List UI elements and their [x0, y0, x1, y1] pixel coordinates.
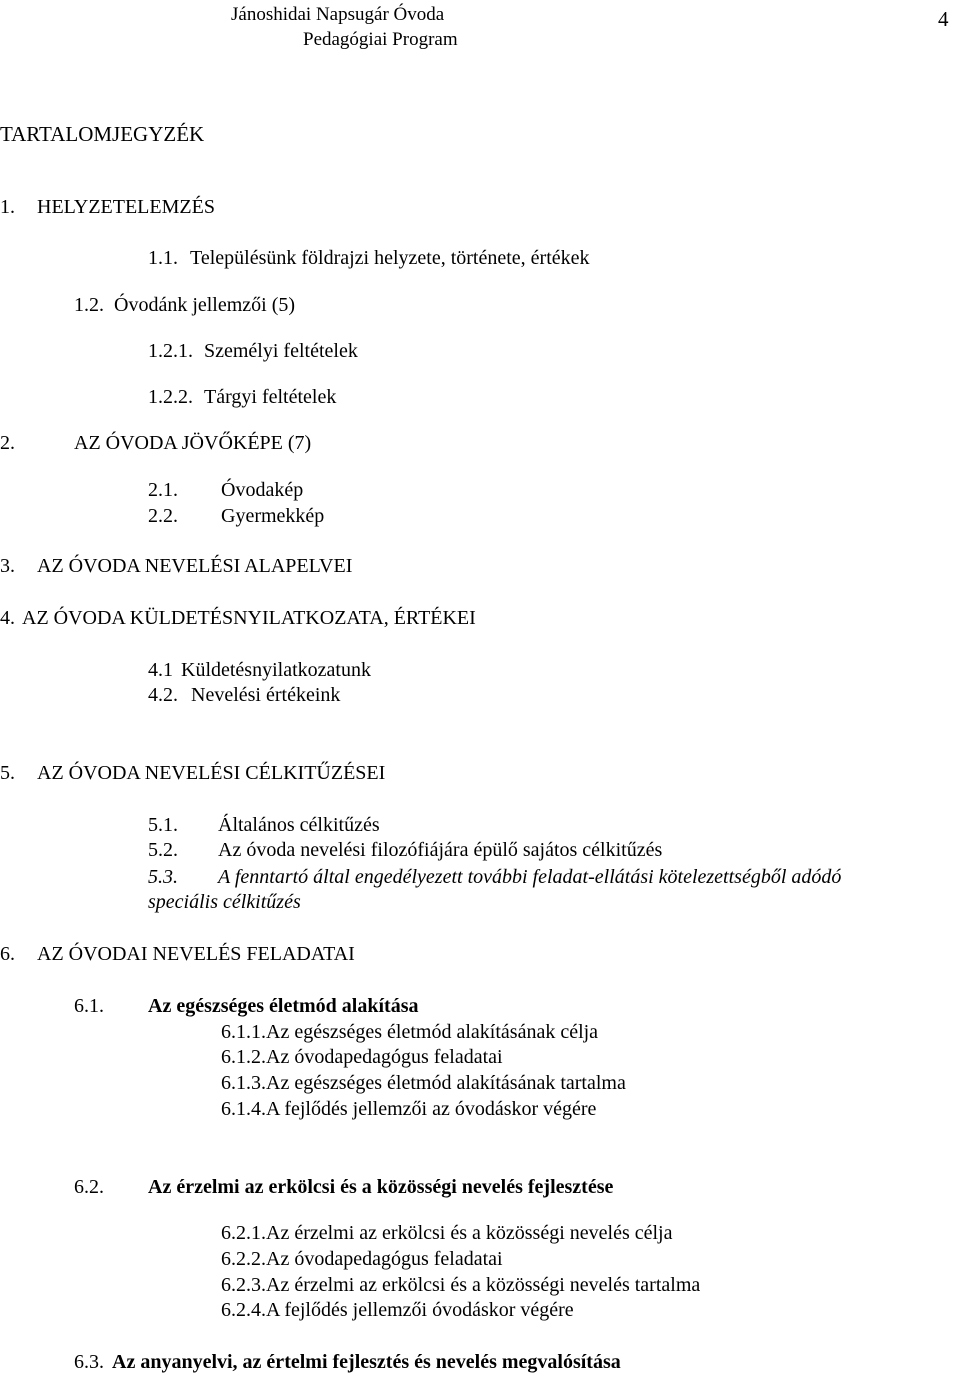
toc-entry-number: 3.	[0, 555, 15, 577]
toc-entry-text: Óvodakép	[221, 479, 304, 501]
page-number: 4	[938, 7, 949, 31]
toc-entry	[221, 1045, 503, 1069]
toc-entry-text: Gyermekkép	[221, 505, 325, 527]
toc-entry-number: 5.	[0, 762, 15, 784]
toc-entry-text: Az érzelmi az erkölcsi és a közösségi nevelés célja	[266, 1222, 673, 1244]
toc-entry	[221, 1071, 626, 1095]
toc-entry	[0, 554, 352, 578]
toc-entry-number: 2.1.	[148, 479, 178, 501]
toc-entry	[74, 994, 419, 1018]
toc-entry	[148, 246, 590, 270]
header-line-2: Pedagógiai Program	[303, 29, 458, 50]
toc-entry	[221, 1020, 598, 1044]
toc-entry-number: 6.1.2.	[221, 1046, 266, 1068]
toc-entry-number: 6.2.2.	[221, 1248, 266, 1270]
toc-entry-text: Az egészséges életmód alakítása	[148, 995, 419, 1017]
toc-entry-number: 6.1.1.	[221, 1021, 266, 1043]
toc-entry-number: 1.	[0, 196, 15, 218]
toc-entry-number: 6.2.	[74, 1176, 104, 1198]
toc-entry-text: Az óvodapedagógus feladatai	[266, 1046, 503, 1068]
toc-entry-text: A fejlődés jellemzői óvodáskor végére	[266, 1299, 574, 1321]
toc-entry-text: HELYZETELEMZÉS	[37, 196, 215, 218]
toc-entry	[221, 1097, 596, 1121]
toc-entry	[221, 1247, 503, 1271]
toc-entry-continuation	[148, 890, 301, 914]
toc-entry-number: 5.2.	[148, 839, 178, 861]
toc-entry	[221, 1221, 672, 1245]
toc-entry-number: 6.3.	[74, 1351, 104, 1373]
toc-entry	[148, 683, 340, 707]
toc-entry	[148, 478, 303, 502]
toc-entry	[74, 1175, 613, 1199]
toc-entry-text: Az egészséges életmód alakításának tartalma	[266, 1072, 626, 1094]
toc-entry	[221, 1273, 700, 1297]
toc-entry	[74, 1350, 621, 1374]
toc-entry	[148, 813, 380, 837]
toc-entry-text: Óvodánk jellemzői (5)	[114, 294, 296, 316]
toc-entry-text: Az érzelmi az erkölcsi és a közösségi nevelés fejlesztése	[148, 1176, 614, 1198]
toc-entry-text: Általános célkitűzés	[218, 814, 380, 836]
toc-entry	[148, 504, 324, 528]
toc-entry-text: Személyi feltételek	[204, 340, 358, 362]
toc-entry	[221, 1298, 574, 1322]
toc-entry	[148, 385, 336, 409]
toc-entry	[148, 865, 841, 889]
toc-entry-text: AZ ÓVODA KÜLDETÉSNYILATKOZATA, ÉRTÉKEI	[22, 607, 476, 629]
toc-entry-text: Nevelési értékeink	[191, 684, 341, 706]
toc-entry-number: 1.1.	[148, 247, 178, 269]
toc-entry-number: 6.1.3.	[221, 1072, 266, 1094]
toc-entry	[0, 942, 355, 966]
toc-entry-number: 6.	[0, 943, 15, 965]
toc-entry-text: Az óvoda nevelési filozófiájára épülő sajátos célkitűzés	[218, 839, 663, 861]
toc-entry-text: AZ ÓVODA NEVELÉSI CÉLKITŰZÉSEI	[37, 762, 386, 784]
toc-entry-text: AZ ÓVODAI NEVELÉS FELADATAI	[37, 943, 355, 965]
toc-entry-text: Küldetésnyilatkozatunk	[181, 659, 371, 681]
toc-entry-text: Az egészséges életmód alakításának célja	[266, 1021, 599, 1043]
toc-entry-number: 6.2.3.	[221, 1274, 266, 1296]
toc-entry-number: 1.2.1.	[148, 340, 193, 362]
toc-entry-text: A fenntartó által engedélyezett további feladat-ellátási kötelezettségből adódó	[218, 866, 842, 888]
toc-entry-text: Az anyanyelvi, az értelmi fejlesztés és nevelés megvalósítása	[112, 1351, 621, 1373]
toc-entry-number: 2.2.	[148, 505, 178, 527]
toc-entry	[0, 606, 476, 630]
toc-entry-text: AZ ÓVODA NEVELÉSI ALAPELVEI	[37, 555, 353, 577]
toc-entry-number: 4.	[0, 607, 15, 629]
toc-entry	[148, 658, 371, 682]
toc-title: TARTALOMJEGYZÉK	[0, 122, 205, 146]
toc-entry-number: 6.2.4.	[221, 1299, 266, 1321]
toc-entry-number: 6.1.	[74, 995, 104, 1017]
toc-entry-text: Az óvodapedagógus feladatai	[266, 1248, 503, 1270]
toc-entry-number: 4.2.	[148, 684, 178, 706]
toc-entry-number: 4.1	[148, 659, 173, 681]
toc-entry-text: speciális célkitűzés	[148, 891, 301, 913]
toc-entry	[148, 339, 358, 363]
toc-entry-number: 6.1.4.	[221, 1098, 266, 1120]
toc-entry	[74, 293, 295, 317]
toc-entry	[148, 838, 662, 862]
toc-entry-text: Településünk földrajzi helyzete, története, értékek	[190, 247, 590, 269]
toc-entry-number: 1.2.	[74, 294, 104, 316]
toc-entry	[0, 431, 311, 455]
toc-entry-text: AZ ÓVODA JÖVŐKÉPE (7)	[74, 432, 312, 454]
toc-entry-number: 2.	[0, 432, 15, 454]
toc-entry-number: 5.1.	[148, 814, 178, 836]
toc-entry-text: Az érzelmi az erkölcsi és a közösségi nevelés tartalma	[266, 1274, 701, 1296]
toc-entry-number: 1.2.2.	[148, 386, 193, 408]
toc-entry-text: A fejlődés jellemzői az óvodáskor végére	[266, 1098, 597, 1120]
toc-entry	[0, 195, 215, 219]
toc-entry	[0, 761, 385, 785]
toc-entry-number: 5.3.	[148, 866, 178, 888]
toc-entry-text: Tárgyi feltételek	[204, 386, 337, 408]
toc-entry-number: 6.2.1.	[221, 1222, 266, 1244]
header-line-1: Jánoshidai Napsugár Óvoda	[231, 4, 445, 25]
